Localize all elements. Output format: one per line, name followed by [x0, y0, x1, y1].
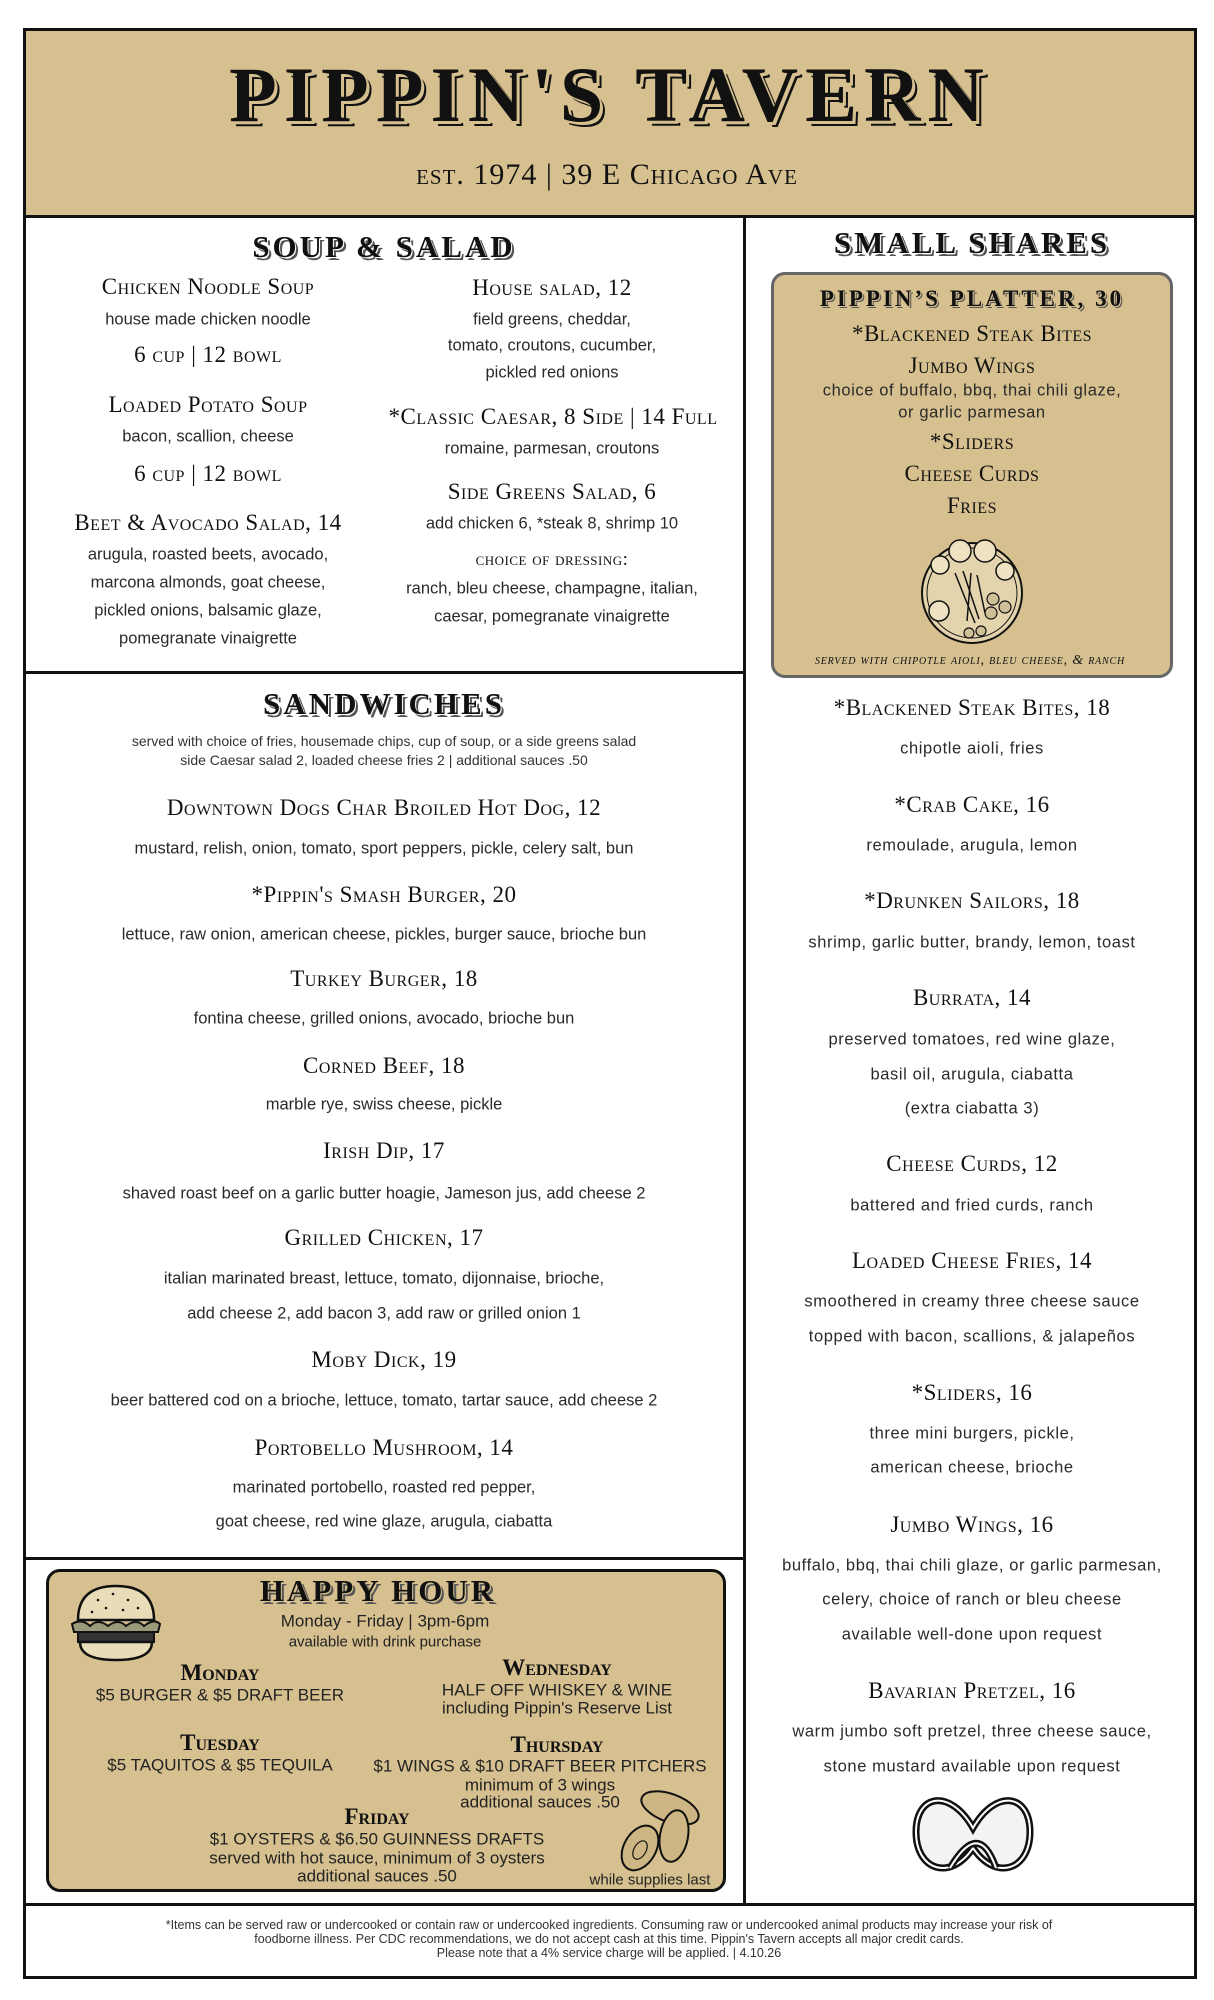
happy-hour-day: Wednesday	[502, 1655, 612, 1680]
footer-disclaimer: Please note that a 4% service charge will be applied. | 4.10.26	[436, 1946, 782, 1960]
menu-item-desc: shrimp, garlic butter, brandy, lemon, toast	[808, 933, 1136, 952]
menu-item-desc: marcona almonds, goat cheese,	[90, 573, 326, 592]
menu-item-desc: remoulade, arugula, lemon	[866, 836, 1078, 855]
section-title-soup-salad: SOUP & SALAD	[252, 229, 516, 264]
happy-hour-day: Tuesday	[180, 1730, 260, 1755]
section-title-sandwiches: SANDWICHES	[263, 686, 505, 721]
menu-item-name: Burrata, 14	[912, 985, 1032, 1010]
menu-item-desc: battered and fried curds, ranch	[850, 1196, 1094, 1215]
dressing-options: caesar, pomegranate vinaigrette	[434, 607, 670, 626]
sandwich-note: side Caesar salad 2, loaded cheese fries 2 | additional sauces .50	[180, 752, 588, 768]
menu-item-desc: three mini burgers, pickle,	[869, 1424, 1075, 1443]
menu-item-desc: pickled onions, balsamic glaze,	[94, 601, 322, 620]
menu-item-desc: field greens, cheddar,	[473, 310, 631, 329]
happy-hour-condition: available with drink purchase	[288, 1633, 482, 1651]
happy-hour-deal: including Pippin's Reserve List	[441, 1698, 673, 1718]
menu-item-desc: lettuce, raw onion, american cheese, pickles, burger sauce, brioche bun	[121, 925, 647, 944]
happy-hour-deal: $1 WINGS & $10 DRAFT BEER PITCHERS	[373, 1756, 707, 1776]
menu-item-name: Turkey Burger, 18	[290, 966, 478, 991]
menu-item-desc: preserved tomatoes, red wine glaze,	[828, 1030, 1116, 1049]
dressing-label: choice of dressing:	[475, 549, 629, 570]
menu-item-desc: stone mustard available upon request	[823, 1757, 1121, 1776]
platter-item: Cheese Curds	[904, 461, 1040, 486]
menu-item-name: Jumbo Wings, 16	[890, 1512, 1054, 1537]
menu-item-desc: bacon, scallion, cheese	[122, 427, 294, 446]
happy-hour-deal: $5 BURGER & $5 DRAFT BEER	[95, 1685, 345, 1705]
menu-item-desc: topped with bacon, scallions, & jalapeños	[808, 1327, 1136, 1346]
burger-icon	[68, 1580, 164, 1664]
menu-item-name: *Blackened Steak Bites, 18	[833, 695, 1111, 720]
column-divider	[743, 215, 746, 1905]
platter-item: *Sliders	[929, 429, 1015, 454]
happy-hour-day: Friday	[344, 1804, 410, 1829]
menu-item-name: Loaded Cheese Fries, 14	[851, 1248, 1093, 1273]
menu-item-desc: basil oil, arugula, ciabatta	[870, 1065, 1074, 1084]
section-title-happy-hour: HAPPY HOUR	[259, 1573, 497, 1608]
platter-title: PIPPIN’S PLATTER, 30	[819, 286, 1125, 311]
menu-item-desc: shaved roast beef on a garlic butter hoagie, Jameson jus, add cheese 2	[122, 1184, 646, 1203]
menu-item-desc: beer battered cod on a brioche, lettuce, tomato, tartar sauce, add cheese 2	[110, 1391, 658, 1410]
menu-item-desc: add cheese 2, add bacon 3, add raw or grilled onion 1	[187, 1304, 581, 1323]
platter-served-note: served with chipotle aioli, bleu cheese, & ranch	[814, 653, 1126, 668]
platter-icon	[915, 533, 1029, 647]
menu-item-name: Beet & Avocado Salad, 14	[74, 510, 342, 535]
menu-item-price: 6 cup | 12 bowl	[134, 342, 282, 367]
menu-item-name: Portobello Mushroom, 14	[254, 1435, 514, 1460]
sandwich-note: served with choice of fries, housemade chips, cup of soup, or a side greens salad	[131, 733, 637, 749]
menu-item-desc: marinated portobello, roasted red pepper,	[232, 1478, 536, 1497]
restaurant-subtitle: est. 1974 | 39 E Chicago Ave	[416, 158, 798, 191]
menu-item-name: Side Greens Salad, 6	[447, 479, 657, 504]
menu-item-desc: celery, choice of ranch or bleu cheese	[822, 1590, 1122, 1609]
supplies-note: while supplies last	[589, 1871, 711, 1889]
menu-item-name: Loaded Potato Soup	[108, 392, 308, 417]
menu-item-desc: romaine, parmesan, croutons	[444, 439, 660, 458]
happy-hour-deal: additional sauces .50	[297, 1866, 457, 1886]
menu-item-desc: buffalo, bbq, thai chili glaze, or garlic parmesan,	[782, 1556, 1162, 1575]
happy-hour-day: Thursday	[510, 1732, 604, 1757]
restaurant-title: PIPPIN'S TAVERN	[229, 51, 991, 138]
menu-item-desc: (extra ciabatta 3)	[904, 1099, 1040, 1118]
platter-item: *Blackened Steak Bites	[851, 321, 1093, 346]
divider-sandwich-happyhour	[26, 1557, 744, 1560]
menu-item-desc: fontina cheese, grilled onions, avocado, brioche bun	[193, 1009, 575, 1028]
divider-soup-sandwich	[26, 671, 744, 674]
menu-item-desc: american cheese, brioche	[870, 1458, 1074, 1477]
menu-item-name: *Pippin's Smash Burger, 20	[251, 882, 517, 907]
menu-item-name: Irish Dip, 17	[323, 1138, 445, 1163]
section-title-small-shares: SMALL SHARES	[833, 225, 1111, 260]
happy-hour-deal: $5 TAQUITOS & $5 TEQUILA	[107, 1755, 333, 1775]
footer-disclaimer: *Items can be served raw or undercooked or contain raw or undercooked ingredients. Consuming raw or undercooked animal products may increase your risk of	[165, 1918, 1053, 1932]
platter-item: Fries	[947, 493, 997, 518]
happy-hour-deal: additional sauces .50	[460, 1792, 620, 1812]
menu-item-name: Cheese Curds, 12	[886, 1151, 1058, 1176]
oysters-icon	[612, 1788, 704, 1874]
pretzel-icon	[910, 1788, 1036, 1886]
menu-item-price: 6 cup | 12 bowl	[134, 461, 282, 486]
happy-hour-deal: HALF OFF WHISKEY & WINE	[441, 1680, 673, 1700]
happy-hour-deal: $1 OYSTERS & $6.50 GUINNESS DRAFTS	[209, 1829, 545, 1849]
menu-item-desc: chipotle aioli, fries	[900, 739, 1044, 758]
platter-wings-desc: choice of buffalo, bbq, thai chili glaze,	[822, 381, 1122, 400]
menu-item-desc: available well-done upon request	[841, 1625, 1103, 1644]
menu-item-desc: mustard, relish, onion, tomato, sport peppers, pickle, celery salt, bun	[134, 839, 634, 858]
menu-item-desc: house made chicken noodle	[105, 310, 311, 329]
menu-item-desc: pickled red onions	[485, 363, 619, 382]
menu-item-name: Grilled Chicken, 17	[284, 1225, 484, 1250]
dressing-options: ranch, bleu cheese, champagne, italian,	[406, 579, 698, 598]
happy-hour-deal: minimum of 3 wings	[464, 1775, 616, 1795]
platter-item: Jumbo Wings	[908, 353, 1036, 378]
menu-item-desc: pomegranate vinaigrette	[119, 629, 297, 648]
divider-footer	[26, 1903, 1194, 1906]
menu-item-name: Corned Beef, 18	[303, 1053, 465, 1078]
happy-hour-hours: Monday - Friday | 3pm-6pm	[280, 1611, 490, 1631]
menu-item-name: *Classic Caesar, 8 Side | 14 Full	[388, 404, 718, 429]
menu-item-name: *Drunken Sailors, 18	[864, 888, 1080, 913]
menu-item-desc: warm jumbo soft pretzel, three cheese sauce,	[792, 1722, 1152, 1741]
menu-item-desc: add chicken 6, *steak 8, shrimp 10	[425, 514, 679, 533]
happy-hour-day: Monday	[180, 1660, 260, 1685]
menu-item-name: Downtown Dogs Char Broiled Hot Dog, 12	[166, 795, 602, 820]
happy-hour-deal: served with hot sauce, minimum of 3 oysters	[209, 1848, 545, 1868]
menu-item-name: Chicken Noodle Soup	[101, 274, 315, 299]
footer-disclaimer: foodborne illness. Per CDC recommendations, we do not accept cash at this time. Pippin's Tavern accepts all major credit cards.	[254, 1932, 964, 1946]
menu-item-name: Moby Dick, 19	[311, 1347, 457, 1372]
menu-item-name: *Crab Cake, 16	[894, 792, 1050, 817]
menu-item-desc: tomato, croutons, cucumber,	[447, 336, 657, 355]
menu-item-name: *Sliders, 16	[911, 1380, 1033, 1405]
menu-item-desc: goat cheese, red wine glaze, arugula, ciabatta	[215, 1512, 553, 1531]
menu-item-desc: arugula, roasted beets, avocado,	[87, 545, 329, 564]
menu-item-desc: marble rye, swiss cheese, pickle	[265, 1095, 503, 1114]
menu-item-name: House salad, 12	[472, 275, 632, 300]
platter-wings-desc: or garlic parmesan	[898, 403, 1046, 422]
menu-item-name: Bavarian Pretzel, 16	[868, 1678, 1076, 1703]
menu-item-desc: smoothered in creamy three cheese sauce	[804, 1292, 1140, 1311]
menu-item-desc: italian marinated breast, lettuce, tomato, dijonnaise, brioche,	[163, 1269, 605, 1288]
